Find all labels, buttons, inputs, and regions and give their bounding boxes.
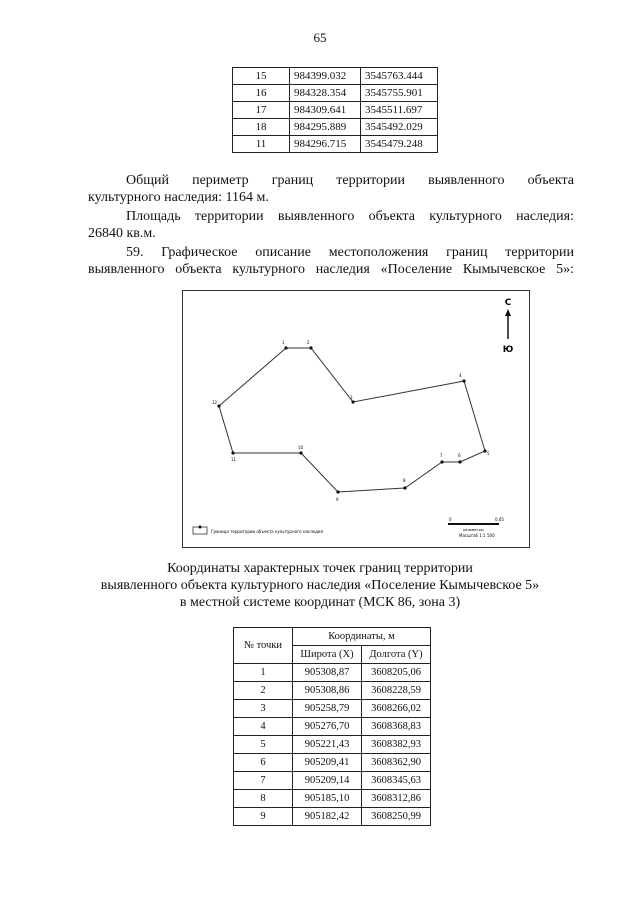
header-point-number: № точки [234, 628, 293, 664]
boundary-point-marker [458, 460, 461, 463]
coord-x: 905276,70 [293, 718, 362, 736]
boundary-point-label: 4 [459, 373, 462, 378]
coord-x: 905308,87 [293, 664, 362, 682]
boundary-map [182, 290, 530, 548]
boundary-point-label: 1 [282, 340, 285, 345]
boundary-point-label: 11 [231, 457, 237, 462]
coordinates-table [233, 627, 431, 826]
coord-x: 984296.715 [290, 136, 361, 153]
boundary-point-label: 12 [212, 400, 218, 405]
text-line: выявленного объекта культурного наследия «Поселение Кымычевское 5»: [88, 262, 574, 277]
table-row [234, 700, 431, 718]
scale-zero: 0 [449, 517, 452, 522]
coord-x: 984295.889 [290, 119, 361, 136]
point-number: 16 [233, 85, 290, 102]
legend-text: Граница территории объекта культурного наследия [211, 529, 323, 534]
boundary-point-marker [299, 451, 302, 454]
north-arrow [503, 298, 514, 355]
point-number: 1 [234, 664, 293, 682]
caption-line: в местной системе координат (МСК 86, зона 3) [179, 595, 461, 610]
boundary-point-marker [231, 451, 234, 454]
coord-y: 3545755.901 [361, 85, 438, 102]
area-paragraph [88, 208, 574, 242]
boundary-point-label: 8 [403, 478, 406, 483]
text-line: Общий периметр границ территории выявленного объекта [126, 173, 574, 188]
boundary-point-label: 5 [487, 451, 490, 456]
point-number: 11 [233, 136, 290, 153]
boundary-point-marker [217, 404, 220, 407]
table-row [233, 136, 438, 153]
caption-line: Координаты характерных точек границ территории [167, 561, 473, 576]
point-number: 4 [234, 718, 293, 736]
boundary-point-label: 6 [458, 453, 461, 458]
coord-y: 3608345,63 [362, 772, 431, 790]
page-number: 65 [313, 30, 327, 45]
boundary-point-marker [462, 379, 465, 382]
coord-y: 3608368,83 [362, 718, 431, 736]
coord-y: 3545763.444 [361, 68, 438, 85]
coord-x: 905185,10 [293, 790, 362, 808]
point-number: 3 [234, 700, 293, 718]
table-row [234, 754, 431, 772]
coord-y: 3608382,93 [362, 736, 431, 754]
coordinates-table-continued [232, 67, 438, 153]
boundary-polygon [219, 348, 485, 492]
legend-point-icon [199, 526, 202, 529]
boundary-point-marker [309, 346, 312, 349]
table-row [233, 102, 438, 119]
coord-y: 3545492.029 [361, 119, 438, 136]
table-row [234, 736, 431, 754]
arrow-head-icon [505, 309, 511, 316]
coord-x: 905209,41 [293, 754, 362, 772]
table-row [234, 772, 431, 790]
table-row [233, 119, 438, 136]
header-longitude: Долгота (Y) [362, 646, 431, 664]
coord-x: 984309.641 [290, 102, 361, 119]
scale-end: 0,05 [495, 517, 504, 522]
map-legend [193, 526, 323, 535]
point-number: 2 [234, 682, 293, 700]
boundary-point-label: 9 [336, 497, 339, 502]
point-number: 15 [233, 68, 290, 85]
coord-y: 3608312,86 [362, 790, 431, 808]
boundary-point-marker [351, 400, 354, 403]
coord-x: 905308,86 [293, 682, 362, 700]
coord-y: 3608266,02 [362, 700, 431, 718]
scale-text: Масштаб 1:1 500 [459, 533, 495, 538]
point-number: 6 [234, 754, 293, 772]
point-number: 18 [233, 119, 290, 136]
table-row [234, 682, 431, 700]
perimeter-paragraph [88, 172, 574, 206]
table-caption [0, 560, 640, 611]
point-number: 8 [234, 790, 293, 808]
point-number: 17 [233, 102, 290, 119]
boundary-point-marker [284, 346, 287, 349]
boundary-point-label: 2 [307, 340, 310, 345]
north-label: С [504, 298, 512, 308]
boundary-point-marker [403, 486, 406, 489]
south-label: Ю [502, 345, 514, 355]
boundary-point-label: 3 [350, 395, 353, 400]
coord-y: 3608250,99 [362, 808, 431, 826]
header-coordinates: Координаты, м [293, 628, 431, 646]
point-number: 5 [234, 736, 293, 754]
caption-line: выявленного объекта культурного наследия «Поселение Кымычевское 5» [100, 578, 540, 593]
table-row [234, 808, 431, 826]
coord-y: 3608228,59 [362, 682, 431, 700]
point-number: 7 [234, 772, 293, 790]
header-latitude: Широта (X) [293, 646, 362, 664]
coord-x: 905221,43 [293, 736, 362, 754]
boundary-map-svg [183, 291, 529, 547]
coord-y: 3608362,90 [362, 754, 431, 772]
text-line: Площадь территории выявленного объекта культурного наследия: [126, 209, 574, 224]
text-line: 26840 кв.м. [88, 226, 156, 241]
text-line: культурного наследия: 1164 м. [88, 190, 269, 205]
coord-x: 905209,14 [293, 772, 362, 790]
table-header-row [234, 628, 431, 646]
coord-y: 3545511.697 [361, 102, 438, 119]
coord-x: 984328.354 [290, 85, 361, 102]
boundary-point-marker [336, 490, 339, 493]
item-59-paragraph [88, 244, 574, 278]
boundary-point-label: 10 [298, 445, 304, 450]
text-line: 59. Графическое описание местоположения границ территории [126, 245, 574, 260]
table-row [234, 718, 431, 736]
coord-x: 905258,79 [293, 700, 362, 718]
point-number: 9 [234, 808, 293, 826]
table-row [234, 664, 431, 682]
coord-x: 984399.032 [290, 68, 361, 85]
table-row [234, 790, 431, 808]
coord-y: 3608205,06 [362, 664, 431, 682]
scale-unit: километры [463, 528, 484, 532]
coord-y: 3545479.248 [361, 136, 438, 153]
table-row [233, 85, 438, 102]
boundary-point-label: 7 [440, 453, 443, 458]
coord-x: 905182,42 [293, 808, 362, 826]
boundary-point-marker [440, 460, 443, 463]
table-row [233, 68, 438, 85]
scale-bar [448, 517, 504, 538]
